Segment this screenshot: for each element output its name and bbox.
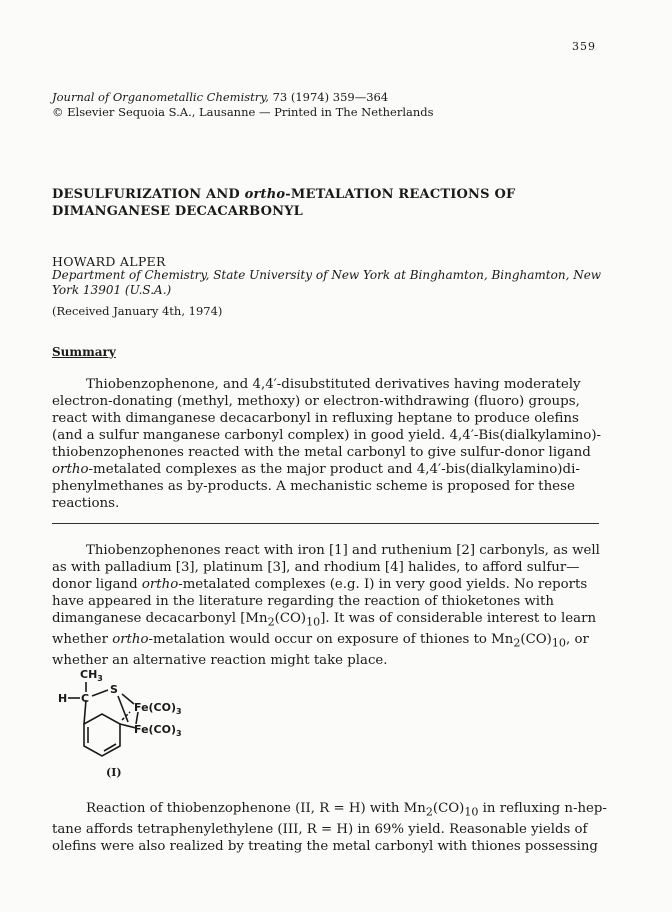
h-label: H xyxy=(58,692,68,705)
s-fe-bond xyxy=(122,694,134,704)
journal-header xyxy=(52,90,612,120)
author-name: HOWARD ALPER xyxy=(52,254,166,269)
c-s-bond xyxy=(92,690,108,696)
c-label: C xyxy=(81,692,90,705)
summary-heading: Summary xyxy=(52,345,116,359)
summary-paragraph: Thiobenzophenone, and 4,4′-disubstituted derivatives having moderately electron-donating (methyl, methoxy) or electron-withdrawing (fluoro) groups, react with dimanganese decacarbonyl in refluxing heptane to produce olefins (and a sulfur manganese carbonyl complex) in good yield. 4,4′-Bis(dialkylamino)-thiobenzophenones reacted with the metal carbonyl to give sulfur-donor ligand ortho-metalated complexes as the major product and 4,4′-bis(dialkylamino)di-phenylmethanes as by-products. A mechanistic scheme is proposed for these reactions. xyxy=(52,377,602,511)
body-paragraph-2: Reaction of thiobenzophenone (II, R = H) with $Mn_2(CO)_{10}$ in refluxing n-hep-tane affords tetraphenylethylene (III, R = H) in 69% yield. Reasonable yields of olefins were also realized by treating the metal carbonyl with thiones possessing xyxy=(52,801,607,854)
journal-citation-line: Journal of Organometallic Chemistry, 73 (1974) 359—364 xyxy=(52,90,389,104)
fe-co3-upper-label: $Fe(CO)_3$ xyxy=(134,701,182,716)
journal-copyright: © Elsevier Sequoia S.A., Lausanne — Printed in The Netherlands xyxy=(52,105,434,119)
benzene-ring xyxy=(84,714,120,756)
journal-volume: 73 xyxy=(272,90,288,104)
body-paragraph-1: Thiobenzophenones react with iron [1] and ruthenium [2] carbonyls, as well as with palladium [3], platinum [3], and rhodium [4] halides, to afford sulfur—donor ligand ortho-metalated complexes (e.g. I) in very good yields. No reports have appeared in the literature regarding the reaction of thioketones with dimanganese decacarbonyl $[Mn_2(CO)_{10}]$. It was of considerable interest to learn whether ortho-metalation would occur on exposure of thiones to $Mn_2(CO)_{10}$, or whether an alternative reaction might take place. xyxy=(52,543,600,668)
chemical-structure-I xyxy=(56,664,236,786)
s-label: S xyxy=(110,683,118,696)
compound-label: (I) xyxy=(106,766,122,779)
received-date: (Received January 4th, 1974) xyxy=(52,304,223,318)
author-affiliation: Department of Chemistry, State University of New York at Binghamton, Binghamton, New York 13901 (U.S.A.) xyxy=(52,268,602,297)
article-title: DESULFURIZATION AND ortho-METALATION REACTIONS OF DIMANGANESE DECACARBONYL xyxy=(52,187,516,219)
journal-pages: (1974) 359—364 xyxy=(290,90,389,104)
fe-co3-lower-label: $Fe(CO)_3$ xyxy=(134,723,182,738)
section-divider xyxy=(52,523,599,524)
ch3-label: $CH_3$ xyxy=(80,668,103,683)
journal-name: Journal of Organometallic Chemistry xyxy=(52,90,266,104)
page-number: 359 xyxy=(572,40,596,53)
